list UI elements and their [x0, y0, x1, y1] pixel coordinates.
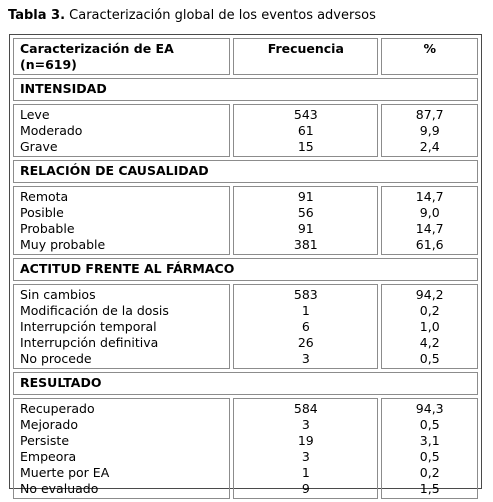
- section-title: RELACIÓN DE CAUSALIDAD: [13, 160, 478, 183]
- row-percent: 61,6: [415, 237, 444, 252]
- section-header-row: [13, 372, 478, 395]
- row-percent: 3,1: [419, 433, 440, 448]
- header-characterization-line2: (n=619): [20, 57, 77, 72]
- row-percent: 14,7: [415, 221, 444, 236]
- header-percent: %: [381, 38, 478, 75]
- section-labels-cell: [13, 284, 230, 369]
- row-percent: 9,0: [419, 205, 440, 220]
- row-label: Muerte por EA: [20, 465, 110, 480]
- row-label: Moderado: [20, 123, 83, 138]
- section-labels-cell: [13, 398, 230, 499]
- adverse-events-table: [10, 35, 481, 502]
- section-percent-cell: [381, 186, 478, 255]
- row-frequency: 15: [297, 139, 314, 154]
- row-label: Leve: [20, 107, 50, 122]
- table-body: [13, 38, 478, 499]
- row-percent: 87,7: [415, 107, 444, 122]
- row-frequency: 583: [293, 287, 318, 302]
- header-frequency: Frecuencia: [233, 38, 378, 75]
- row-label: Posible: [20, 205, 64, 220]
- row-frequency: 61: [297, 123, 314, 138]
- row-percent: 0,5: [419, 449, 440, 464]
- section-header-row: [13, 160, 478, 183]
- row-label: Mejorado: [20, 417, 78, 432]
- row-frequency: 3: [301, 351, 310, 366]
- section-percent-cell: [381, 104, 478, 157]
- section-percent-cell: [381, 398, 478, 499]
- row-label: Grave: [20, 139, 58, 154]
- row-frequency: 26: [297, 335, 314, 350]
- section-title: ACTITUD FRENTE AL FÁRMACO: [13, 258, 478, 281]
- row-label: Interrupción temporal: [20, 319, 157, 334]
- row-label: Interrupción definitiva: [20, 335, 159, 350]
- row-label: No procede: [20, 351, 92, 366]
- row-frequency: 543: [293, 107, 318, 122]
- section-data-row: [13, 398, 478, 499]
- row-label: Muy probable: [20, 237, 106, 252]
- row-percent: 1,5: [419, 481, 440, 496]
- row-percent: 94,2: [415, 287, 444, 302]
- section-title: INTENSIDAD: [13, 78, 478, 101]
- row-label: Recuperado: [20, 401, 95, 416]
- row-frequency: 56: [297, 205, 314, 220]
- adverse-events-table-frame: [9, 34, 482, 496]
- header-characterization-line1: Caracterización de EA: [20, 41, 174, 56]
- row-label: Modificación de la dosis: [20, 303, 169, 318]
- section-percent-cell: [381, 284, 478, 369]
- row-percent: 14,7: [415, 189, 444, 204]
- section-header-row: [13, 258, 478, 281]
- header-row: [13, 38, 478, 75]
- row-label: Remota: [20, 189, 69, 204]
- section-title: RESULTADO: [13, 372, 478, 395]
- row-percent: 2,4: [419, 139, 440, 154]
- section-frequency-cell: [233, 398, 378, 499]
- section-frequency-cell: [233, 284, 378, 369]
- section-frequency-cell: [233, 104, 378, 157]
- row-frequency: 19: [297, 433, 314, 448]
- row-label: Persiste: [20, 433, 70, 448]
- row-percent: 0,5: [419, 417, 440, 432]
- row-frequency: 3: [301, 449, 310, 464]
- row-percent: 94,3: [415, 401, 444, 416]
- section-data-row: [13, 284, 478, 369]
- row-percent: 0,5: [419, 351, 440, 366]
- row-frequency: 1: [301, 303, 310, 318]
- row-percent: 4,2: [419, 335, 440, 350]
- row-label: Empeora: [20, 449, 77, 464]
- row-frequency: 91: [297, 189, 314, 204]
- section-labels-cell: [13, 186, 230, 255]
- row-frequency: 3: [301, 417, 310, 432]
- row-frequency: 381: [293, 237, 318, 252]
- row-label: No evaluado: [20, 481, 99, 496]
- row-percent: 1,0: [419, 319, 440, 334]
- row-frequency: 91: [297, 221, 314, 236]
- section-data-row: [13, 104, 478, 157]
- row-label: Probable: [20, 221, 75, 236]
- header-characterization: [13, 38, 230, 75]
- section-header-row: [13, 78, 478, 101]
- section-labels-cell: [13, 104, 230, 157]
- table-caption: [8, 8, 376, 24]
- row-percent: 9,9: [419, 123, 440, 138]
- row-frequency: 9: [301, 481, 310, 496]
- row-frequency: 6: [301, 319, 310, 334]
- row-percent: 0,2: [419, 465, 440, 480]
- row-frequency: 584: [293, 401, 318, 416]
- section-data-row: [13, 186, 478, 255]
- row-frequency: 1: [301, 465, 310, 480]
- section-frequency-cell: [233, 186, 378, 255]
- row-label: Sin cambios: [20, 287, 96, 302]
- table-title: Caracterización global de los eventos adversos: [65, 8, 376, 23]
- table-number: Tabla 3.: [8, 8, 66, 23]
- row-percent: 0,2: [419, 303, 440, 318]
